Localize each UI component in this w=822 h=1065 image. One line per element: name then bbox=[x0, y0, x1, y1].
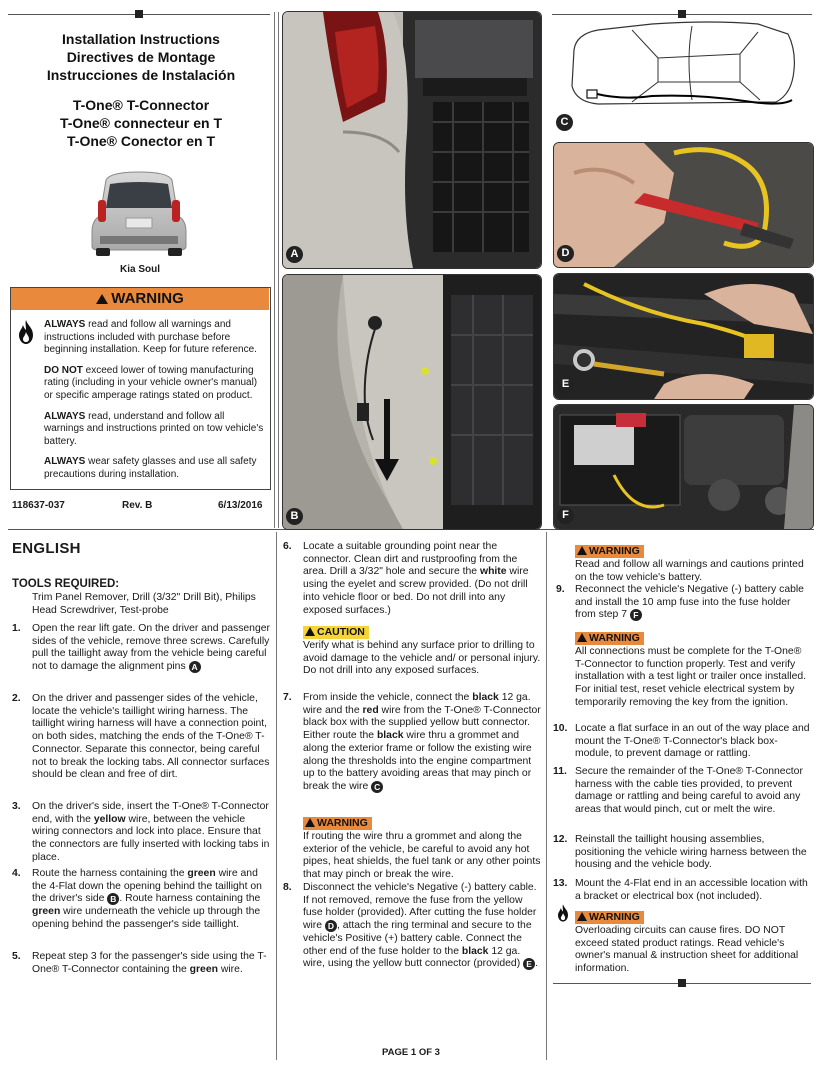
step-2-text: On the driver and passenger sides of the vehicle, locate the vehicle's taillight wiring harness. The taillight wiring harness will have a connection point, on both sides, matching the ends of the T-One® T-Connector. Separate this connector, being careful not to break the locking tabs. All connector surfaces should be clean and free of dirt. bbox=[32, 693, 270, 781]
vehicle-illustration bbox=[86, 170, 192, 258]
revision-date: 6/13/2016 bbox=[218, 500, 263, 511]
warning-13-block bbox=[575, 907, 811, 976]
step-9-body: Reconnect the vehicle's Negative (-) battery cable and install the 10 amp fuse into the fuse holder from step 7 bbox=[575, 584, 804, 621]
warning-7-label bbox=[303, 817, 372, 830]
language-heading: ENGLISH bbox=[12, 540, 81, 557]
warning-13-triangle-icon bbox=[577, 912, 587, 921]
step-12-text: Reinstall the taillight housing assemblies, positioning the vehicle wiring harness between the housing and the vehicle body. bbox=[575, 834, 807, 871]
step-4-d: . Route harness containing the bbox=[119, 893, 261, 905]
figure-a-illustration bbox=[283, 12, 541, 268]
vehicle-caption: Kia Soul bbox=[119, 264, 160, 275]
step-8-b: , attach the ring terminal and secure to the vehicle's Positive (+) battery cable. Connect the other end of the fuse holder to the bbox=[303, 920, 532, 957]
figure-f-illustration bbox=[554, 405, 813, 529]
step-7-red: red bbox=[362, 704, 379, 716]
step-2-number: 2. bbox=[12, 693, 21, 704]
step-7-text bbox=[303, 692, 541, 794]
warning-text-4: wear safety glasses and use all safety precautions during installation. bbox=[44, 456, 257, 480]
warning-triangle-icon bbox=[96, 294, 108, 304]
page-number: PAGE 1 OF 3 bbox=[382, 1047, 440, 1058]
figure-e-photo bbox=[553, 273, 814, 400]
step-8-number: 8. bbox=[283, 882, 292, 893]
step-10-text: Locate a flat surface in an out of the way place and mount the T-One® T-Connector's black box-module, to prevent damage or rattling. bbox=[575, 723, 810, 760]
warning-text-1: read and follow all warnings and instructions included with purchase before beginning installation. Keep for future reference. bbox=[44, 319, 257, 356]
figure-f-badge: F bbox=[557, 507, 574, 524]
caution-triangle-icon bbox=[305, 627, 315, 636]
caution-text: Verify what is behind any surface prior to drilling to avoid damage to the vehicle and/ or personal injury. Do not drill into any exposed surfaces. bbox=[303, 640, 541, 677]
step-7-black-2: black bbox=[376, 730, 404, 742]
warning-7-label-text: WARNING bbox=[317, 817, 368, 829]
figure-a-photo bbox=[282, 11, 542, 269]
step-9-text bbox=[575, 584, 811, 622]
title-es: Instrucciones de Instalación bbox=[46, 67, 236, 83]
tools-title: TOOLS REQUIRED: bbox=[12, 578, 120, 590]
warning-8-text: Read and follow all warnings and cautions printed on the tow vehicle's battery. bbox=[575, 559, 804, 583]
warning-8-triangle-icon bbox=[577, 546, 587, 555]
product-en: T-One® T-Connector bbox=[72, 97, 210, 113]
warning-9-block bbox=[575, 628, 811, 710]
figure-ref-f: F bbox=[630, 609, 642, 621]
warning-lead-1: ALWAYS bbox=[44, 319, 86, 330]
step-7-g: wire thru a grommet and along the exterior frame or follow the existing wire along the thresholds into the engine compartment up to the battery avoiding areas that may pinch or break the wire bbox=[303, 730, 532, 792]
step-3-c: wire, between the vehicle wiring connectors and lock into place. Ensure that the connectors are fully inserted with locking tabs in place. bbox=[32, 813, 270, 863]
step-3-number: 3. bbox=[12, 801, 21, 812]
step-13-text: Mount the 4-Flat end in an accessible location with a bracket or electrical box (not included). bbox=[575, 878, 808, 902]
warning-lead-2: DO NOT bbox=[44, 364, 83, 376]
warning-8-label bbox=[575, 545, 644, 558]
figure-d-photo bbox=[553, 142, 814, 268]
step-4-a: Route the harness containing the bbox=[32, 868, 188, 879]
product-fr: T-One® connecteur en T bbox=[59, 115, 222, 131]
step-1-text bbox=[32, 623, 272, 674]
figure-b-illustration bbox=[283, 275, 541, 529]
caution-label bbox=[303, 626, 369, 639]
product-es: T-One® Conector en T bbox=[67, 133, 215, 149]
step-6-white: white bbox=[479, 566, 507, 578]
step-1-number: 1. bbox=[12, 623, 21, 634]
warning-paragraph-1 bbox=[44, 319, 264, 357]
product-block bbox=[10, 96, 272, 150]
warning-8-label-text: WARNING bbox=[589, 545, 640, 557]
fire-icon bbox=[15, 318, 37, 346]
figure-b-photo bbox=[282, 274, 542, 530]
warning-paragraphs bbox=[44, 319, 264, 482]
column-divider-top-2 bbox=[278, 12, 279, 528]
step-5-number: 5. bbox=[12, 951, 21, 962]
step-9-number: 9. bbox=[556, 584, 565, 595]
step-3-yellow: yellow bbox=[93, 813, 126, 825]
step-8-text bbox=[303, 882, 541, 971]
step-1-body: Open the rear lift gate. On the driver and passenger sides of the vehicle, remove three screws. Carefully pull the taillight away from the vehicle being careful not to damage the alignment pins bbox=[32, 623, 270, 673]
figure-b-badge: B bbox=[286, 508, 303, 525]
figure-ref-e: E bbox=[523, 958, 535, 970]
figure-c-vehicle-diagram bbox=[562, 10, 802, 115]
warning-9-label-text: WARNING bbox=[589, 632, 640, 644]
column-divider-bottom-2 bbox=[546, 532, 547, 1060]
caution-block bbox=[303, 622, 541, 678]
step-7-e: wire from the T-One® T-Connector black box with the supplied yellow butt connector. Either route the bbox=[303, 704, 541, 742]
warning-lead-3: ALWAYS bbox=[44, 410, 86, 422]
step-6-a: Locate a suitable grounding point near the connector. Clean dirt and rustproofing from the area. Drill a 3/32" hole and secure the bbox=[303, 541, 518, 578]
warning-8-block bbox=[575, 541, 811, 584]
step-5-a: Repeat step 3 for the passenger's side using the T-One® T-Connector containing the bbox=[32, 951, 267, 975]
warning-7-text: If routing the wire thru a grommet and along the exterior of the vehicle, be careful to avoid any hot pipes, heat shields, the fuel tank or any other points that may pinch or break the wire. bbox=[303, 831, 541, 881]
title-block bbox=[10, 30, 272, 84]
warning-13-label-text: WARNING bbox=[589, 911, 640, 923]
step-7-a: From inside the vehicle, connect the bbox=[303, 692, 473, 703]
step-4-green-2: green bbox=[32, 906, 61, 918]
figure-f-photo bbox=[553, 404, 814, 530]
step-7-number: 7. bbox=[283, 692, 292, 703]
warning-box-header bbox=[11, 288, 269, 310]
step-4-number: 4. bbox=[12, 868, 21, 879]
figure-ref-c: C bbox=[371, 781, 383, 793]
step-8-black: black bbox=[461, 945, 489, 957]
warning-13-label bbox=[575, 911, 644, 924]
step-13-number: 13. bbox=[553, 878, 568, 889]
revision: Rev. B bbox=[122, 500, 153, 511]
step-11-text: Secure the remainder of the T-One® T-Connector harness with the cable ties provided, to prevent damage or rattling and being careful to avoid any areas that would pinch, cut or melt the wire. bbox=[575, 766, 803, 816]
figure-ref-a: A bbox=[189, 661, 201, 673]
warning-text-3: read, understand and follow all warnings and instructions printed on tow vehicle's battery. bbox=[44, 410, 264, 447]
fire-icon-small bbox=[555, 903, 571, 923]
warning-box-title: WARNING bbox=[111, 290, 184, 307]
step-4-text bbox=[32, 868, 272, 932]
step-3-text bbox=[32, 801, 272, 865]
part-number: 118637-037 bbox=[12, 500, 65, 511]
step-10-number: 10. bbox=[553, 723, 568, 734]
warning-lead-4: ALWAYS bbox=[44, 456, 86, 468]
warning-9-label bbox=[575, 632, 644, 645]
figure-d-badge: D bbox=[557, 245, 574, 262]
figure-a-badge: A bbox=[286, 246, 303, 263]
step-8-d: 12 ga. wire, using the yellow butt connector (provided) bbox=[303, 945, 521, 970]
step-4-f: wire underneath the vehicle up through the opening behind the passenger's side taillight. bbox=[32, 906, 261, 930]
step-7-black-1: black bbox=[472, 692, 499, 703]
step-5-green: green bbox=[189, 963, 218, 975]
step-11-number: 11. bbox=[553, 766, 567, 777]
top-marker-left bbox=[135, 10, 143, 18]
caution-label-text: CAUTION bbox=[317, 626, 365, 638]
figure-d-illustration bbox=[554, 143, 813, 267]
column-divider-bottom-1 bbox=[276, 532, 277, 1060]
step-8-a: Disconnect the vehicle's Negative (-) battery cable. If not removed, remove the fuse from the yellow fuse holder (provided). After cutting the fuse holder wire bbox=[303, 882, 537, 932]
step-6-text bbox=[303, 541, 541, 617]
step-3-a: On the driver's side, insert the T-One® T-Connector end, with the bbox=[32, 801, 269, 825]
step-5-c: wire. bbox=[217, 963, 243, 975]
warning-7-triangle-icon bbox=[305, 818, 315, 827]
figure-c-badge: C bbox=[556, 114, 573, 131]
step-4-c: wire and the 4-Flat down the opening behind the taillight on the driver's side bbox=[32, 868, 262, 905]
step-6-c: wire using the eyelet and screw provided. (Do not drill into vehicle floor or bed. Do not drill into any exposed surfaces.) bbox=[303, 566, 529, 616]
step-6-number: 6. bbox=[283, 541, 292, 552]
figure-ref-d: D bbox=[325, 920, 337, 932]
step-8-e: . bbox=[535, 958, 538, 970]
title-en: Installation Instructions bbox=[62, 31, 220, 47]
warning-9-triangle-icon bbox=[577, 633, 587, 642]
step-7-c: 12 ga. wire and the bbox=[303, 692, 531, 716]
column-divider-top-1 bbox=[274, 12, 275, 528]
warning-paragraph-4 bbox=[44, 456, 264, 481]
warning-9-text: All connections must be complete for the T-One® T-Connector to function properly. Test and verify installation with a test light or trailer once installed. For initial test, reset vehicle electrical system by temporarily removing the key from the ignition. bbox=[575, 646, 807, 708]
step-4-green-1: green bbox=[187, 868, 216, 879]
warning-text-2: exceed lower of towing manufacturing rating (including in your vehicle owner's manual) or specific amperage ratings stated on product. bbox=[44, 364, 258, 401]
end-marker bbox=[678, 979, 686, 987]
figure-e-badge: E bbox=[557, 376, 574, 393]
warning-paragraph-2 bbox=[44, 365, 264, 403]
tools-text: Trim Panel Remover, Drill (3/32" Drill Bit), Philips Head Screwdriver, Test-probe bbox=[32, 592, 256, 616]
warning-13-text: Overloading circuits can cause fires. DO NOT exceed stated product ratings. Read vehicle's owner's manual & instruction sheet for additional information. bbox=[575, 925, 799, 975]
figure-ref-b: B bbox=[107, 893, 119, 905]
step-12-number: 12. bbox=[553, 834, 568, 845]
figure-e-illustration bbox=[554, 274, 813, 399]
warning-paragraph-3 bbox=[44, 411, 264, 449]
step-5-text bbox=[32, 951, 272, 976]
warning-7-block bbox=[303, 813, 541, 882]
title-fr: Directives de Montage bbox=[66, 49, 216, 65]
